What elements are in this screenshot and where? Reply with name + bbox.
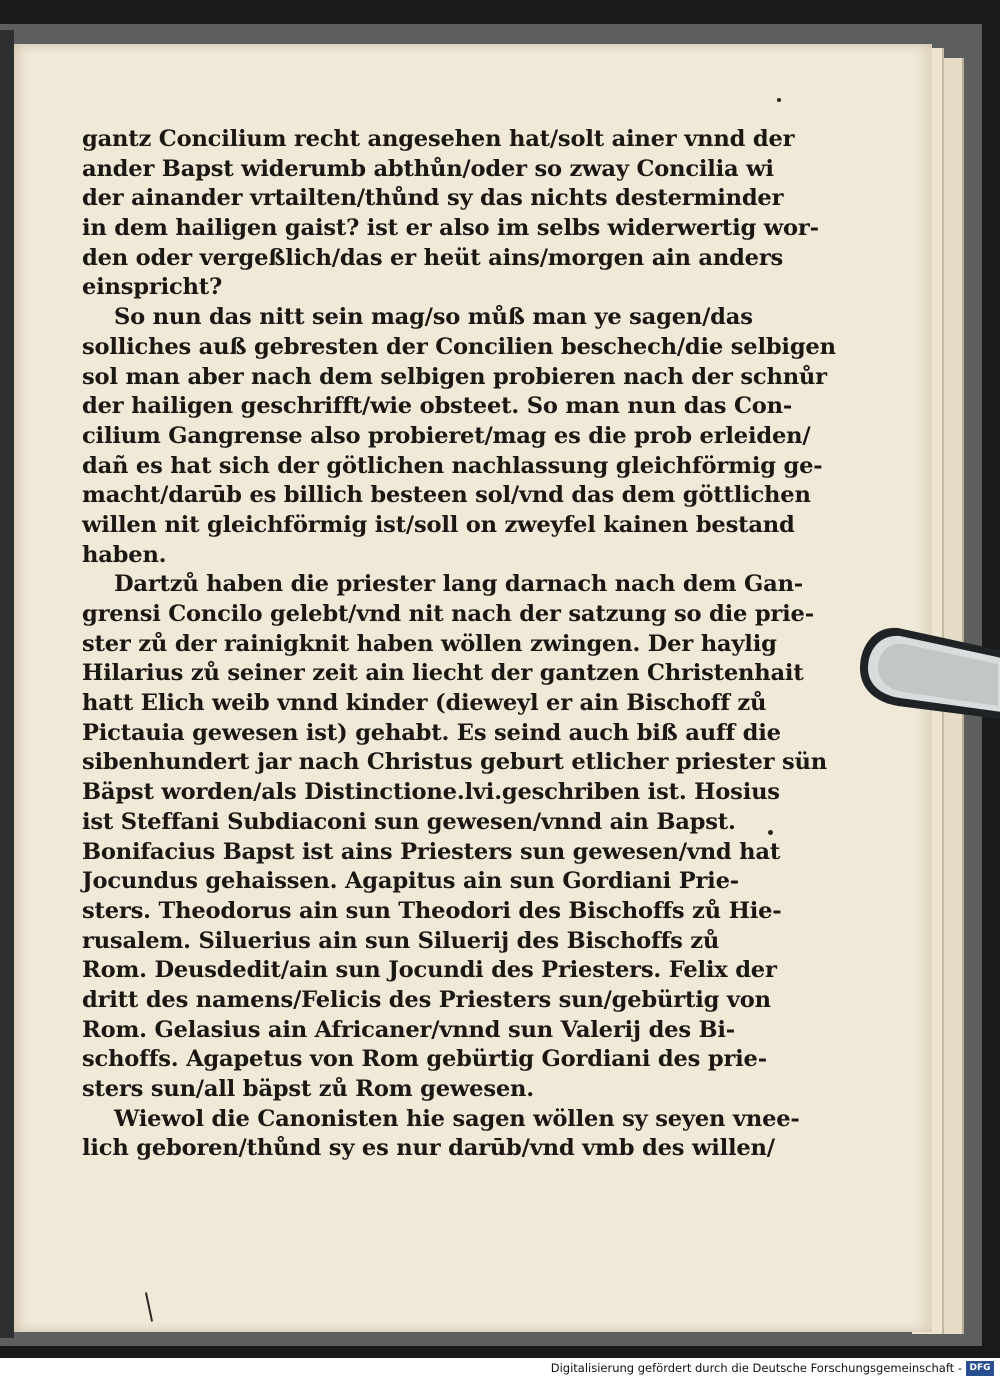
paragraph-start-line: Dartzů haben die priester lang darnach nach dem Gan-	[114, 571, 803, 598]
text-line: cilium Gangrense also probieret/mag es die prob erleiden/	[82, 422, 811, 449]
text-line: dañ es hat sich der götlichen nachlassung gleichförmig ge-	[82, 452, 823, 479]
text-line: der hailigen geschrifft/wie obsteet. So man nun das Con-	[82, 393, 793, 420]
funding-credit: Digitalisierung gefördert durch die Deutsche Forschungsgemeinschaft -	[550, 1361, 962, 1375]
binding-edge	[0, 30, 14, 1338]
paragraph-start-line: Wiewol die Canonisten hie sagen wöllen sy seyen vnee-	[114, 1105, 800, 1132]
footer-bar	[0, 1358, 1000, 1380]
text-line: haben.	[82, 541, 167, 568]
text-line: hatt Elich weib vnnd kinder (dieweyl er ain Bischoff zů	[82, 690, 767, 717]
text-line: den oder vergeßlich/das er heüt ains/morgen ain anders	[82, 244, 784, 271]
text-line: ander Bapst widerumb abthůn/oder so zway Concilia wi	[82, 155, 774, 182]
text-line: sol man aber nach dem selbigen probieren nach der schnůr	[82, 363, 827, 390]
text-line: solliches auß gebresten der Concilien beschech/die selbigen	[82, 333, 836, 360]
text-line: Rom. Gelasius ain Africaner/vnnd sun Valerij des Bi-	[82, 1016, 735, 1043]
page-clip-icon	[858, 622, 1000, 730]
text-line: schoffs. Agapetus von Rom gebürtig Gordiani des prie-	[82, 1046, 767, 1073]
text-line: Bäpst worden/als Distinctione.lvi.geschriben ist. Hosius	[82, 779, 780, 806]
text-line: rusalem. Siluerius ain sun Siluerij des Bischoffs zů	[82, 927, 720, 954]
ink-speck	[777, 98, 781, 102]
text-line: Bonifacius Bapst ist ains Priesters sun gewesen/vnd hat	[82, 838, 781, 865]
text-line: sters sun/all bäpst zů Rom gewesen.	[82, 1076, 534, 1102]
ink-speck	[768, 830, 773, 835]
text-line: ist Steffani Subdiaconi sun gewesen/vnnd ain Bapst.	[82, 808, 736, 835]
text-line: ster zů der rainigknit haben wöllen zwingen. Der haylig	[82, 630, 777, 657]
text-line: der ainander vrtailten/thůnd sy das nichts desterminder	[82, 185, 784, 212]
text-line: willen nit gleichförmig ist/soll on zweyfel kainen bestand	[82, 511, 795, 538]
text-line: macht/darūb es billich besteen sol/vnd das dem göttlichen	[82, 482, 811, 509]
text-line: Rom. Deusdedit/ain sun Jocundi des Priesters. Felix der	[82, 957, 777, 984]
text-line: grensi Concilo gelebt/vnd nit nach der satzung so die prie-	[82, 601, 814, 627]
text-line: Jocundus gehaissen. Agapitus ain sun Gordiani Prie-	[82, 868, 739, 895]
text-line: in dem hailigen gaist? ist er also im selbs widerwertig wor-	[82, 215, 819, 242]
text-line: gantz Concilium recht angesehen hat/solt ainer vnnd der	[82, 126, 795, 152]
paragraph-start-line: So nun das nitt sein mag/so můß man ye sagen/das	[114, 304, 753, 331]
page-text	[82, 125, 836, 1164]
dfg-logo: DFG	[966, 1361, 994, 1376]
text-line: sibenhundert jar nach Christus geburt etlicher priester sün	[82, 749, 827, 776]
text-line: sters. Theodorus ain sun Theodori des Bischoffs zů Hie-	[82, 897, 782, 924]
text-line: dritt des namens/Felicis des Priesters sun/gebürtig von	[82, 986, 771, 1013]
text-line: Hilarius zů seiner zeit ain liecht der gantzen Christenhait	[82, 660, 804, 687]
text-line: Pictauia gewesen ist) gehabt. Es seind auch biß auff die	[82, 719, 781, 746]
text-line: einspricht?	[82, 274, 223, 301]
text-line: lich geboren/thůnd sy es nur darūb/vnd vmb des willen/	[82, 1135, 775, 1162]
